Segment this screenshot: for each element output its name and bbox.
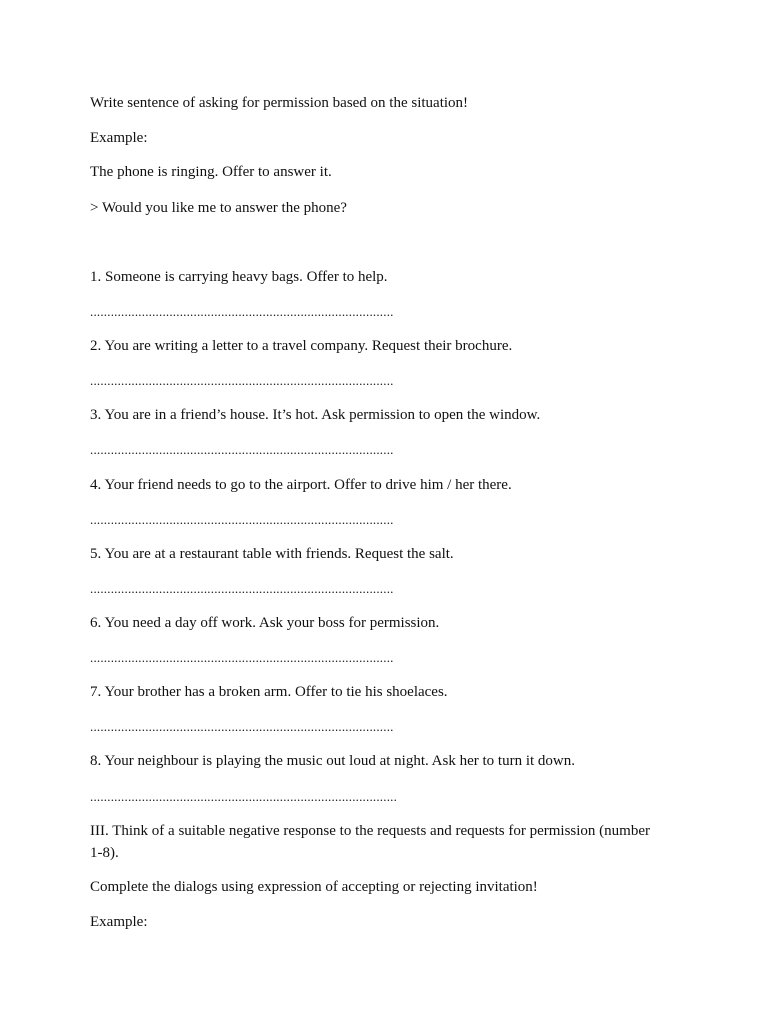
item-5-blank: ........................................................................................ [90,581,394,596]
item-6-text: 6. You need a day off work. Ask your boss for permission. [90,615,440,631]
item-2-text: 2. You are writing a letter to a travel company. Request their brochure. [90,338,513,354]
item-4-blank: ........................................................................................ [90,512,394,527]
instruction-text: Write sentence of asking for permission based on the situation! [90,95,469,111]
item-3-text: 3. You are in a friend’s house. It’s hot. Ask permission to open the window. [90,407,541,423]
item-1-text: 1. Someone is carrying heavy bags. Offer to help. [90,269,388,285]
item-8-text: 8. Your neighbour is playing the music out loud at night. Ask her to turn it down. [90,753,575,769]
item-8-blank: ......................................................................................... [90,789,398,804]
example-situation: The phone is ringing. Offer to answer it. [90,164,332,180]
section-3-heading: III. Think of a suitable negative response to the requests and requests for permission (number 1-8). [90,823,650,861]
item-5-text: 5. You are at a restaurant table with friends. Request the salt. [90,546,454,562]
example-label: Example: [90,130,148,146]
section-3-example-label: Example: [90,914,148,930]
item-2-blank: ........................................................................................ [90,373,394,388]
item-4-text: 4. Your friend needs to go to the airport. Offer to drive him / her there. [90,477,512,493]
example-answer: > Would you like me to answer the phone? [90,200,347,216]
item-7-blank: ........................................................................................ [90,719,394,734]
item-6-blank: ........................................................................................ [90,650,394,665]
section-3-instruction: Complete the dialogs using expression of accepting or rejecting invitation! [90,879,538,895]
item-3-blank: ........................................................................................ [90,442,394,457]
item-7-text: 7. Your brother has a broken arm. Offer to tie his shoelaces. [90,684,448,700]
item-1-blank: ........................................................................................ [90,304,394,319]
